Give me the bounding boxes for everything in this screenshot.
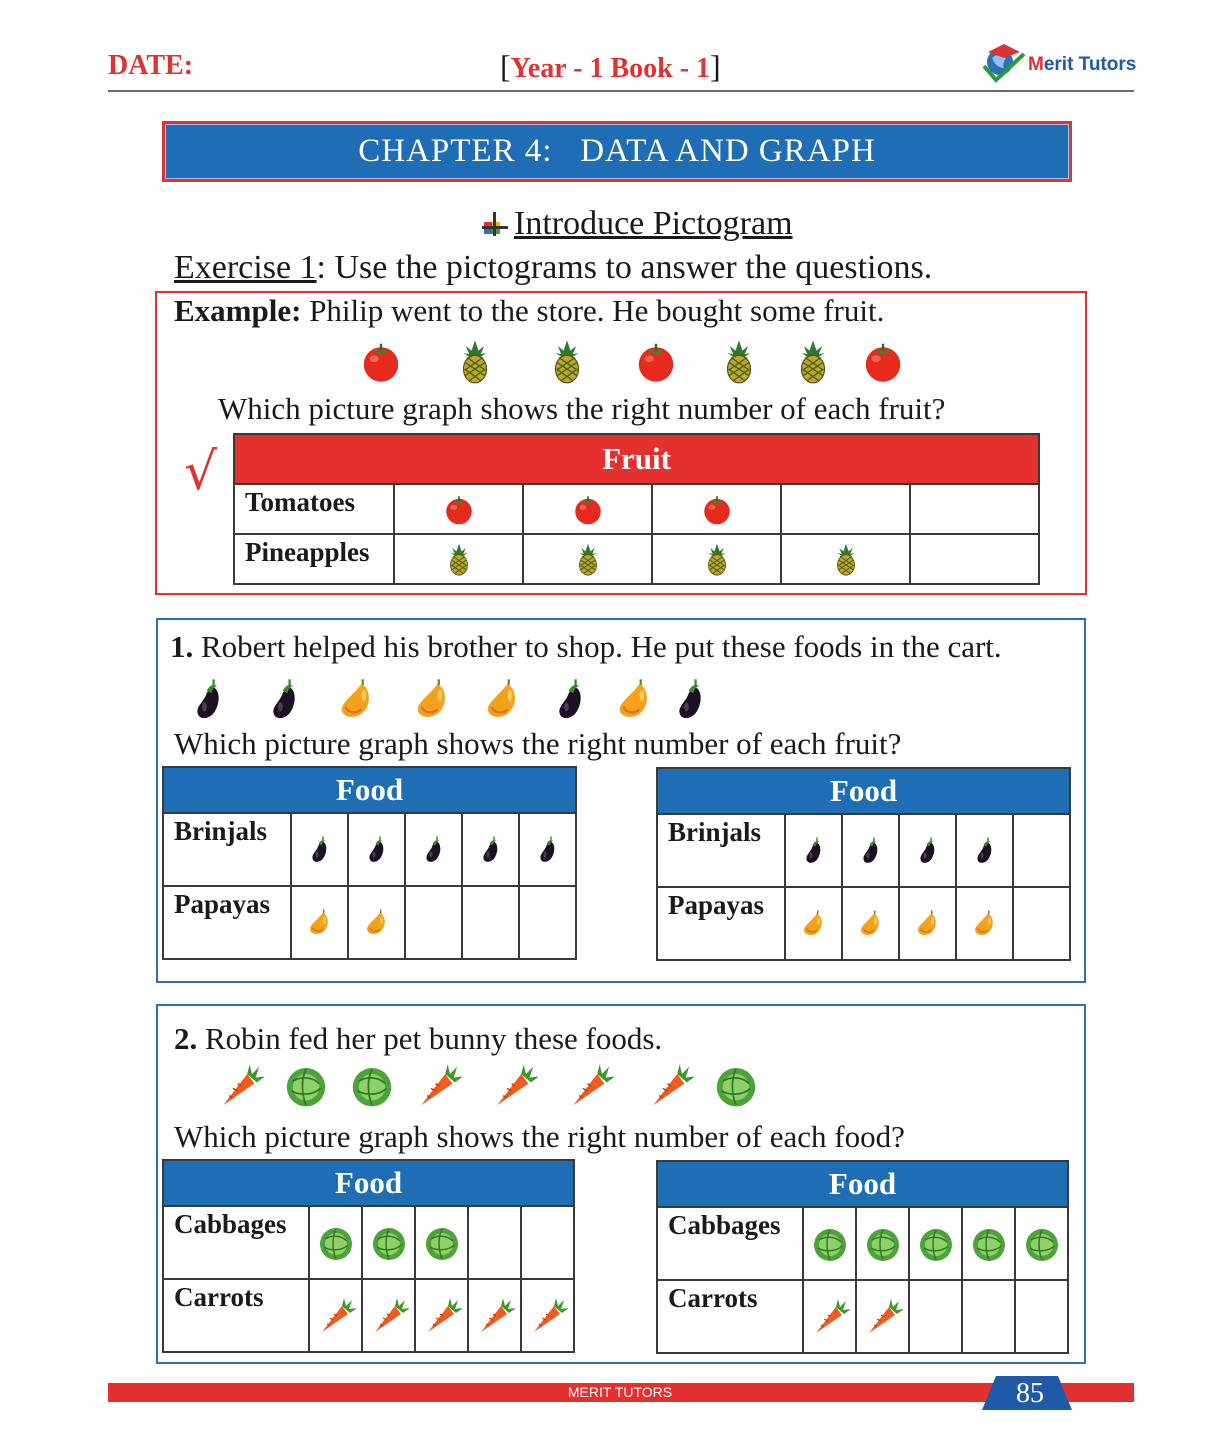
papaya-icon	[362, 908, 392, 938]
row-label: Tomatoes	[234, 484, 394, 534]
pineapple-icon	[700, 542, 734, 576]
question-1-text	[170, 629, 1002, 665]
item-carrot	[566, 1062, 614, 1115]
picture-cell	[899, 887, 956, 960]
brinjal-icon	[533, 835, 563, 865]
tomato-icon	[860, 338, 906, 384]
item-tomato	[358, 338, 404, 389]
row-label: Cabbages	[657, 1207, 803, 1280]
question-2-table-a	[162, 1159, 575, 1353]
item-pineapple	[790, 338, 836, 389]
question-1-table-b	[656, 767, 1071, 961]
table-row	[657, 814, 1070, 887]
picture-cell	[785, 814, 842, 887]
picture-cell	[652, 484, 781, 534]
row-label: Brinjals	[657, 814, 785, 887]
picture-cell	[1015, 1280, 1068, 1353]
book-bracket-open: [	[500, 48, 511, 84]
book-title: Year - 1 Book - 1	[510, 53, 711, 84]
question-2-question: Which picture graph shows the right number of each food?	[174, 1119, 905, 1154]
picture-cell	[415, 1279, 468, 1352]
picture-cell	[309, 1279, 362, 1352]
question-1-number: 1.	[170, 629, 194, 664]
papaya-icon	[799, 909, 829, 939]
item-carrot	[490, 1062, 538, 1115]
example-label: Example:	[174, 293, 302, 328]
carrot-icon	[422, 1296, 462, 1336]
row-label: Cabbages	[163, 1206, 309, 1279]
picture-cell	[521, 1279, 574, 1352]
footer-brand: MERIT TUTORS	[567, 1384, 673, 1400]
item-papaya	[480, 677, 526, 728]
question-2-text	[174, 1021, 662, 1057]
table-row	[657, 1207, 1068, 1280]
item-brinjal	[548, 677, 594, 728]
cabbage-icon	[1022, 1224, 1062, 1264]
item-papaya	[612, 677, 658, 728]
picture-cell	[909, 1280, 962, 1353]
picture-cell	[523, 534, 652, 584]
picture-cell	[468, 1206, 521, 1279]
picture-cell	[519, 813, 576, 886]
table-title: Food	[163, 767, 576, 813]
picture-cell	[910, 484, 1039, 534]
picture-cell	[291, 886, 348, 959]
table-title: Food	[163, 1160, 574, 1206]
picture-cell	[394, 484, 523, 534]
picture-cell	[362, 1206, 415, 1279]
item-brinjal	[186, 677, 232, 728]
logo-text: Merit Tutors	[1028, 54, 1137, 75]
tomato-icon	[700, 492, 734, 526]
item-cabbage	[712, 1062, 760, 1115]
carrot-icon	[528, 1296, 568, 1336]
example-question: Which picture graph shows the right number of each fruit?	[218, 391, 946, 426]
table-title: Fruit	[234, 434, 1039, 484]
table-title: Food	[657, 768, 1070, 814]
carrot-icon	[414, 1062, 462, 1110]
papaya-icon	[970, 909, 1000, 939]
table-row	[657, 887, 1070, 960]
picture-cell	[1013, 814, 1070, 887]
item-papaya	[410, 677, 456, 728]
picture-cell	[910, 534, 1039, 584]
picture-cell	[523, 484, 652, 534]
question-1-sentence: Robert helped his brother to shop. He put these foods in the cart.	[193, 629, 1002, 664]
item-brinjal	[262, 677, 308, 728]
picture-cell	[519, 886, 576, 959]
picture-cell	[956, 814, 1013, 887]
item-tomato	[860, 338, 906, 389]
pineapple-icon	[829, 542, 863, 576]
table-row	[234, 534, 1039, 584]
picture-cell	[842, 814, 899, 887]
row-label: Papayas	[657, 887, 785, 960]
picture-cell	[803, 1280, 856, 1353]
row-label: Carrots	[657, 1280, 803, 1353]
cabbage-icon	[369, 1223, 409, 1263]
question-1-question: Which picture graph shows the right number of each fruit?	[174, 726, 902, 761]
tomato-icon	[358, 338, 404, 384]
picture-cell	[956, 887, 1013, 960]
pineapple-icon	[716, 338, 762, 384]
pineapple-icon	[544, 338, 590, 384]
item-pineapple	[716, 338, 762, 389]
papaya-icon	[480, 677, 526, 723]
picture-cell	[785, 887, 842, 960]
picture-cell	[468, 1279, 521, 1352]
item-cabbage	[282, 1062, 330, 1115]
pineapple-icon	[452, 338, 498, 384]
item-brinjal	[668, 677, 714, 728]
table-row	[163, 1279, 574, 1352]
exercise-text: : Use the pictograms to answer the questions.	[316, 249, 933, 286]
brinjal-icon	[262, 677, 308, 723]
cabbage-icon	[422, 1223, 462, 1263]
cabbage-icon	[916, 1224, 956, 1264]
picture-cell	[856, 1280, 909, 1353]
carrot-icon	[216, 1062, 264, 1110]
picture-cell	[803, 1207, 856, 1280]
tomato-icon	[442, 492, 476, 526]
question-1-table-a	[162, 766, 577, 960]
brinjal-icon	[668, 677, 714, 723]
table-row	[163, 813, 576, 886]
exercise-instruction	[174, 249, 932, 287]
table-title: Food	[657, 1161, 1068, 1207]
picture-cell	[899, 814, 956, 887]
brinjal-icon	[362, 835, 392, 865]
carrot-icon	[475, 1296, 515, 1336]
section-heading	[480, 205, 793, 243]
question-2-table-b	[656, 1160, 1069, 1354]
cabbage-icon	[348, 1062, 396, 1110]
correct-check-mark: √	[184, 442, 218, 502]
picture-cell	[415, 1206, 468, 1279]
pineapple-icon	[442, 542, 476, 576]
picture-cell	[962, 1207, 1015, 1280]
row-label: Papayas	[163, 886, 291, 959]
picture-cell	[348, 813, 405, 886]
picture-cell	[1015, 1207, 1068, 1280]
cabbage-icon	[810, 1224, 850, 1264]
carrot-icon	[490, 1062, 538, 1110]
row-label: Pineapples	[234, 534, 394, 584]
papaya-icon	[856, 909, 886, 939]
picture-cell	[962, 1280, 1015, 1353]
tomato-icon	[571, 492, 605, 526]
example-sentence: Philip went to the store. He bought some fruit.	[301, 293, 885, 328]
picture-cell	[462, 886, 519, 959]
brinjal-icon	[913, 836, 943, 866]
example-text	[174, 293, 884, 329]
cabbage-icon	[969, 1224, 1009, 1264]
item-carrot	[646, 1062, 694, 1115]
table-row	[163, 1206, 574, 1279]
papaya-icon	[305, 908, 335, 938]
picture-cell	[362, 1279, 415, 1352]
papaya-icon	[410, 677, 456, 723]
section-heading-text: Introduce Pictogram	[514, 205, 793, 242]
item-cabbage	[348, 1062, 396, 1115]
picture-cell	[521, 1206, 574, 1279]
exercise-label: Exercise 1	[174, 249, 317, 286]
book-label	[500, 48, 721, 85]
brinjal-icon	[799, 836, 829, 866]
table-row	[163, 886, 576, 959]
chapter-banner	[162, 121, 1072, 182]
item-pineapple	[544, 338, 590, 389]
fruit-pictograph-table	[233, 433, 1040, 585]
pineapple-icon	[790, 338, 836, 384]
pineapple-icon	[571, 542, 605, 576]
picture-cell	[652, 534, 781, 584]
picture-cell	[856, 1207, 909, 1280]
carrot-icon	[316, 1296, 356, 1336]
picture-cell	[842, 887, 899, 960]
tomato-icon	[633, 338, 679, 384]
papaya-icon	[913, 909, 943, 939]
chapter-title: CHAPTER 4: DATA AND GRAPH	[358, 133, 876, 169]
brinjal-icon	[186, 677, 232, 723]
picture-cell	[909, 1207, 962, 1280]
page-number: 85	[1016, 1378, 1044, 1409]
cabbage-icon	[316, 1223, 356, 1263]
picture-cell	[781, 534, 910, 584]
cabbage-icon	[282, 1062, 330, 1110]
picture-cell	[291, 813, 348, 886]
papaya-icon	[612, 677, 658, 723]
question-2-sentence: Robin fed her pet bunny these foods.	[197, 1021, 663, 1056]
header-divider	[108, 90, 1134, 92]
logo-globe-icon	[978, 36, 1030, 88]
brinjal-icon	[305, 835, 335, 865]
table-row	[657, 1280, 1068, 1353]
item-carrot	[216, 1062, 264, 1115]
brinjal-icon	[476, 835, 506, 865]
picture-cell	[1013, 887, 1070, 960]
picture-cell	[309, 1206, 362, 1279]
picture-cell	[405, 886, 462, 959]
brinjal-icon	[856, 836, 886, 866]
row-label: Brinjals	[163, 813, 291, 886]
table-row	[234, 484, 1039, 534]
picture-cell	[781, 484, 910, 534]
pictogram-bullet-icon	[480, 210, 510, 238]
item-carrot	[414, 1062, 462, 1115]
papaya-icon	[334, 677, 380, 723]
date-label: DATE:	[108, 50, 194, 81]
cabbage-icon	[863, 1224, 903, 1264]
carrot-icon	[566, 1062, 614, 1110]
picture-cell	[405, 813, 462, 886]
picture-cell	[394, 534, 523, 584]
book-bracket-close: ]	[710, 48, 721, 84]
carrot-icon	[863, 1297, 903, 1337]
brinjal-icon	[970, 836, 1000, 866]
carrot-icon	[646, 1062, 694, 1110]
carrot-icon	[810, 1297, 850, 1337]
picture-cell	[462, 813, 519, 886]
cabbage-icon	[712, 1062, 760, 1110]
brinjal-icon	[419, 835, 449, 865]
item-papaya	[334, 677, 380, 728]
row-label: Carrots	[163, 1279, 309, 1352]
item-pineapple	[452, 338, 498, 389]
item-tomato	[633, 338, 679, 389]
question-2-number: 2.	[174, 1021, 198, 1056]
brinjal-icon	[548, 677, 594, 723]
picture-cell	[348, 886, 405, 959]
merit-tutors-logo	[978, 36, 1138, 88]
carrot-icon	[369, 1296, 409, 1336]
